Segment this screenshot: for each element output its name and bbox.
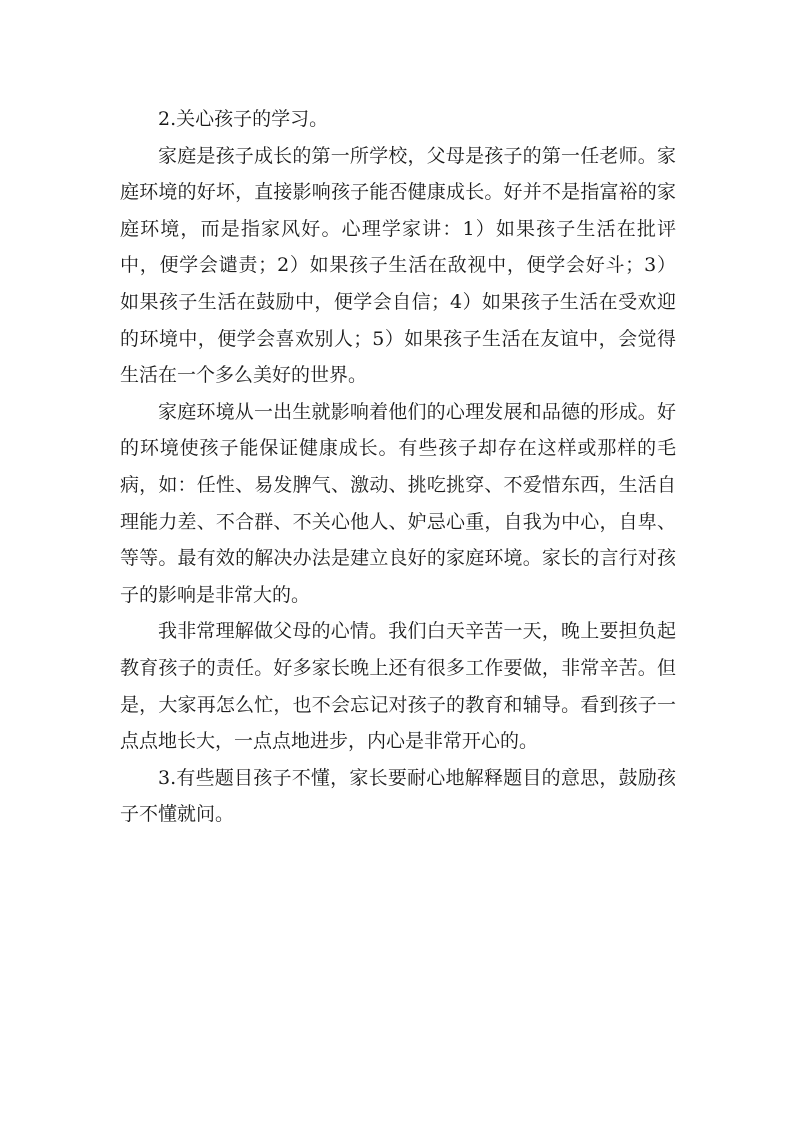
paragraph-family-environment: 家庭是孩子成长的第一所学校，父母是孩子的第一任老师。家庭环境的好坏，直接影响孩子能否健康成长。好并不是指富裕的家庭环境，而是指家风好。心理学家讲：1）如果孩子生活在批评中，便学会谴责；2）如果孩子生活在敌视中，便学会好斗；3）如果孩子生活在鼓励中，便学会自信；4）如果孩子生活在受欢迎的环境中，便学会喜欢别人；5）如果孩子生活在友谊中，会觉得生活在一个多么美好的世界。 (120, 144, 676, 387)
document-body (120, 101, 676, 833)
section-heading-3: 3.有些题目孩子不懂，家长要耐心地解释题目的意思，鼓励孩子不懂就问。 (120, 766, 676, 826)
section-heading-2: 2.关心孩子的学习。 (158, 108, 329, 130)
paragraph-parents-feelings: 我非常理解做父母的心情。我们白天辛苦一天，晚上要担负起教育孩子的责任。好多家长晚上还有很多工作要做，非常辛苦。但是，大家再怎么忙，也不会忘记对孩子的教育和辅导。看到孩子一点点地长大，一点点地进步，内心是非常开心的。 (120, 620, 676, 753)
paragraph-moral-development: 家庭环境从一出生就影响着他们的心理发展和品德的形成。好的环境使孩子能保证健康成长。有些孩子却存在这样或那样的毛病，如：任性、易发脾气、激动、挑吃挑穿、不爱惜东西，生活自理能力差、不合群、不关心他人、妒忌心重，自我为中心，自卑、等等。最有效的解决办法是建立良好的家庭环境。家长的言行对孩子的影响是非常大的。 (120, 400, 676, 606)
